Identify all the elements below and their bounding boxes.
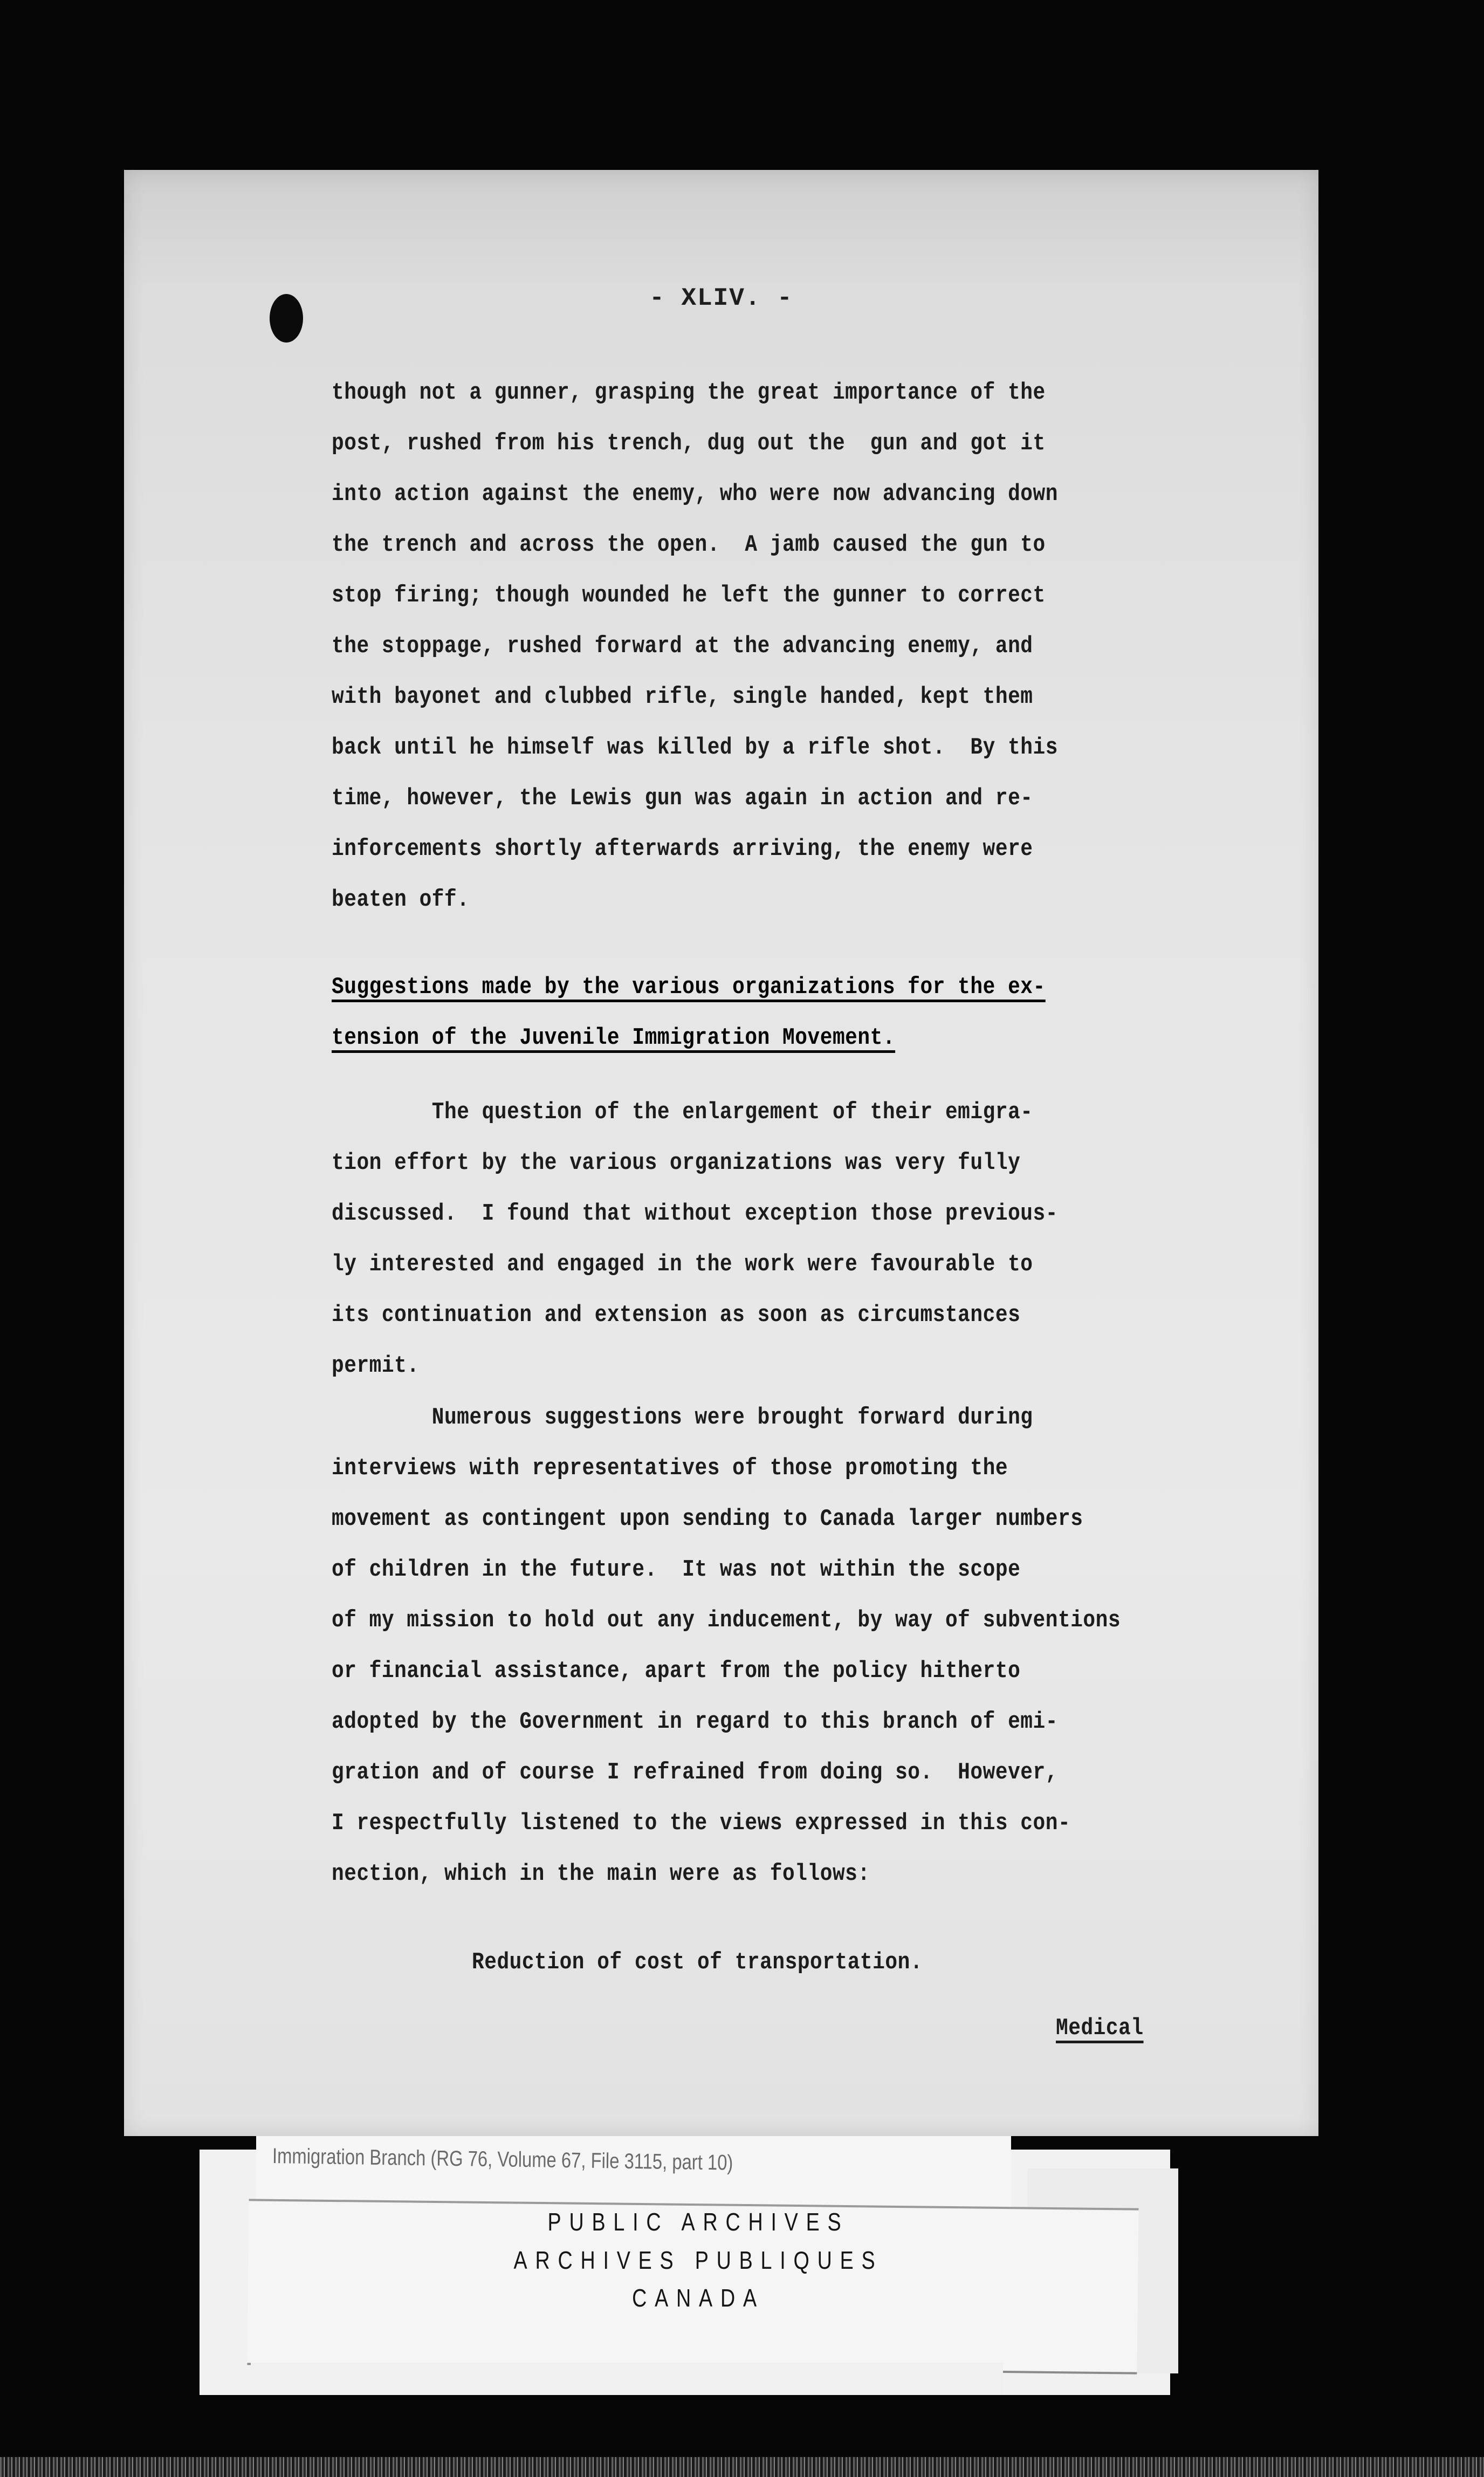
body-line: of my mission to hold out any inducement, by way of subventions bbox=[332, 1607, 1121, 1634]
body-line: tion effort by the various organizations was very fully bbox=[332, 1149, 1021, 1176]
body-line: The question of the enlargement of their emigra- bbox=[332, 1099, 1033, 1126]
body-line: permit. bbox=[332, 1352, 420, 1379]
suggestion-item: Reduction of cost of transportation. bbox=[472, 1949, 923, 1976]
body-line: time, however, the Lewis gun was again in action and re- bbox=[332, 785, 1033, 812]
body-line: nection, which in the main were as follows: bbox=[332, 1860, 870, 1887]
archive-line-country: CANADA bbox=[632, 2284, 765, 2312]
body-line: the stoppage, rushed forward at the advancing enemy, and bbox=[332, 633, 1033, 660]
archive-reference: Immigration Branch (RG 76, Volume 67, File 3115, part 10) bbox=[272, 2144, 733, 2175]
archive-line-french: ARCHIVES PUBLIQUES bbox=[513, 2246, 883, 2274]
section-heading-line: Suggestions made by the various organizations for the ex- bbox=[332, 974, 1046, 1001]
catchword: Medical bbox=[1056, 2015, 1144, 2042]
body-line: post, rushed from his trench, dug out the gun and got it bbox=[332, 430, 1046, 457]
body-line: or financial assistance, apart from the policy hitherto bbox=[332, 1658, 1021, 1685]
body-line: its continuation and extension as soon as circumstances bbox=[332, 1302, 1021, 1329]
body-line: with bayonet and clubbed rifle, single handed, kept them bbox=[332, 683, 1033, 710]
body-line: Numerous suggestions were brought forward during bbox=[332, 1404, 1033, 1431]
body-line: though not a gunner, grasping the great importance of the bbox=[332, 379, 1046, 406]
body-line: movement as contingent upon sending to Canada larger numbers bbox=[332, 1506, 1083, 1532]
body-line: back until he himself was killed by a rifle shot. By this bbox=[332, 734, 1058, 761]
archive-card-bottom bbox=[251, 2363, 1003, 2395]
page-number: - XLIV. - bbox=[649, 284, 793, 312]
body-line: adopted by the Government in regard to this branch of emi- bbox=[332, 1708, 1058, 1735]
body-line: I respectfully listened to the views expressed in this con- bbox=[332, 1810, 1071, 1837]
body-line: the trench and across the open. A jamb caused the gun to bbox=[332, 531, 1046, 558]
body-line: discussed. I found that without exception those previous- bbox=[332, 1200, 1058, 1227]
body-line: inforcements shortly afterwards arriving, the enemy were bbox=[332, 836, 1033, 863]
typed-page bbox=[124, 170, 1318, 2136]
body-line: gration and of course I refrained from doing so. However, bbox=[332, 1759, 1058, 1786]
body-line: into action against the enemy, who were now advancing down bbox=[332, 481, 1058, 508]
archive-line-english: PUBLIC ARCHIVES bbox=[547, 2208, 849, 2236]
film-edge-strip bbox=[0, 2457, 1484, 2477]
body-line: interviews with representatives of those promoting the bbox=[332, 1455, 1008, 1482]
body-line: beaten off. bbox=[332, 886, 470, 913]
body-line: of children in the future. It was not within the scope bbox=[332, 1556, 1021, 1583]
body-line: stop firing; though wounded he left the gunner to correct bbox=[332, 582, 1046, 609]
body-line: ly interested and engaged in the work were favourable to bbox=[332, 1251, 1033, 1278]
section-heading-line: tension of the Juvenile Immigration Movement. bbox=[332, 1024, 896, 1051]
